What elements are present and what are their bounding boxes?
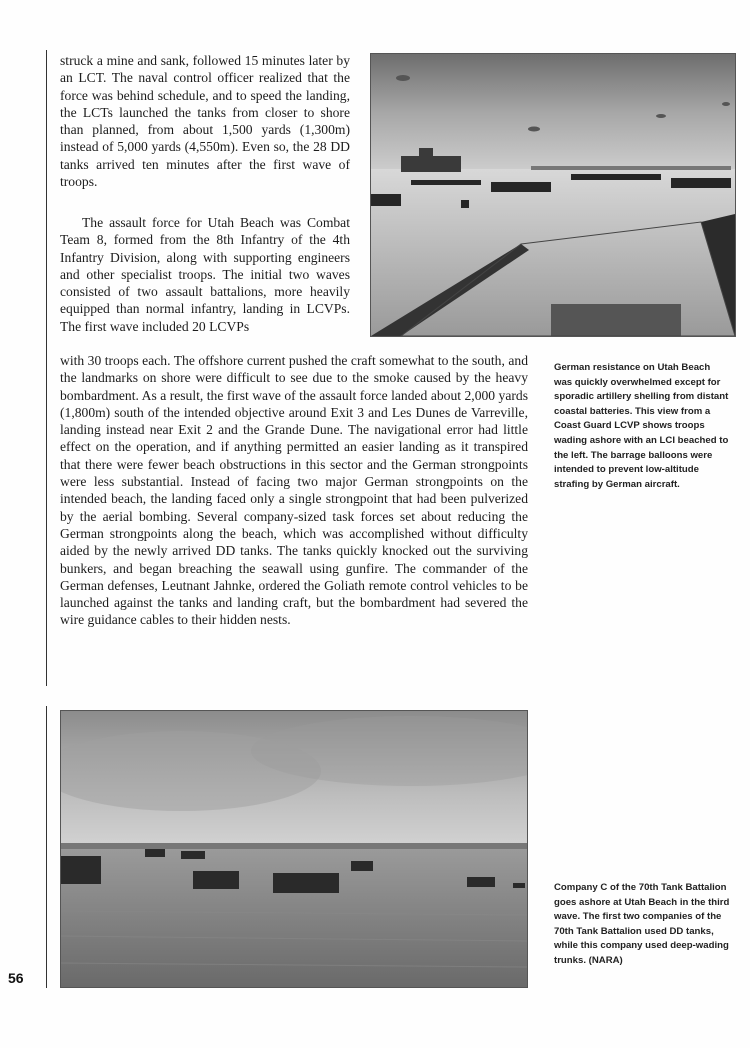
body-paragraph-1: struck a mine and sank, followed 15 minutes later by an LCT. The naval control officer realized that the force was behind schedule, and to speed the landing, the LCTs launched the tanks from closer to shore than planned, from about 1,500 yards (1,300m) instead of 5,000 yards (4,550m). Even so, the 28 DD tanks arrived ten minutes after the first wave of troops.: [60, 53, 350, 190]
body-paragraph-2-continued: with 30 troops each. The offshore current pushed the craft somewhat to the south, and the landmarks on shore were difficult to see due to the smoke caused by the heavy bombardment. As a result, the first wave of the assault force landed about 2,000 yards (1,800m) south of the intended objective around Exit 3 and Les Dunes de Varreville, landing instead near Exit 2 and the Grande Dune. The navigational error had little effect on the operation, and if anything permitted an easier landing as it transpired that there were fewer beach obstructions in this sector and the German strongpoints were less substantial. Instead of facing two major German strongpoints on the intended beach, the landing faced only a single strongpoint that had been pulverized by the aerial bombing. Several company-sized task forces set about reducing the German strongpoints along the beach, which was accomplished without difficulty aided by the newly arrived DD tanks. The tanks quickly knocked out the surviving bunkers, and began breaching the seawall using gunfire. The commander of the German defenses, Leutnant Jahnke, ordered the Goliath remote control vehicles to be launched against the tanks and landing craft, but the bombardment had severed the wire guidance cables to their hidden nests.: [60, 353, 528, 628]
photo-tank-battalion-ashore: [60, 710, 528, 988]
photo-caption-2: Company C of the 70th Tank Battalion goes ashore at Utah Beach in the third wave. The first two companies of the 70th Tank Battalion used DD tanks, while this company used deep-wading trunks. (NARA): [554, 882, 730, 966]
page-number: 56: [8, 970, 24, 986]
body-paragraph-2: The assault force for Utah Beach was Combat Team 8, formed from the 8th Infantry of the 4th Infantry Division, along with supporting engineers and other specialist troops. The initial two waves consisted of two assault battalions, more heavily equipped than normal infantry, landing in LCVPs. The first wave included 20 LCVPs: [60, 215, 350, 334]
column-rule: [46, 50, 47, 686]
photo-utah-beach-lcvp: [370, 53, 736, 337]
photo-caption-1: German resistance on Utah Beach was quickly overwhelmed except for sporadic artillery shelling from distant coastal batteries. This view from a Coast Guard LCVP shows troops wading ashore with an LCI beached to the left. The barrage balloons were intended to prevent low-altitude strafing by German aircraft.: [554, 362, 729, 490]
column-rule-lower: [46, 706, 47, 988]
